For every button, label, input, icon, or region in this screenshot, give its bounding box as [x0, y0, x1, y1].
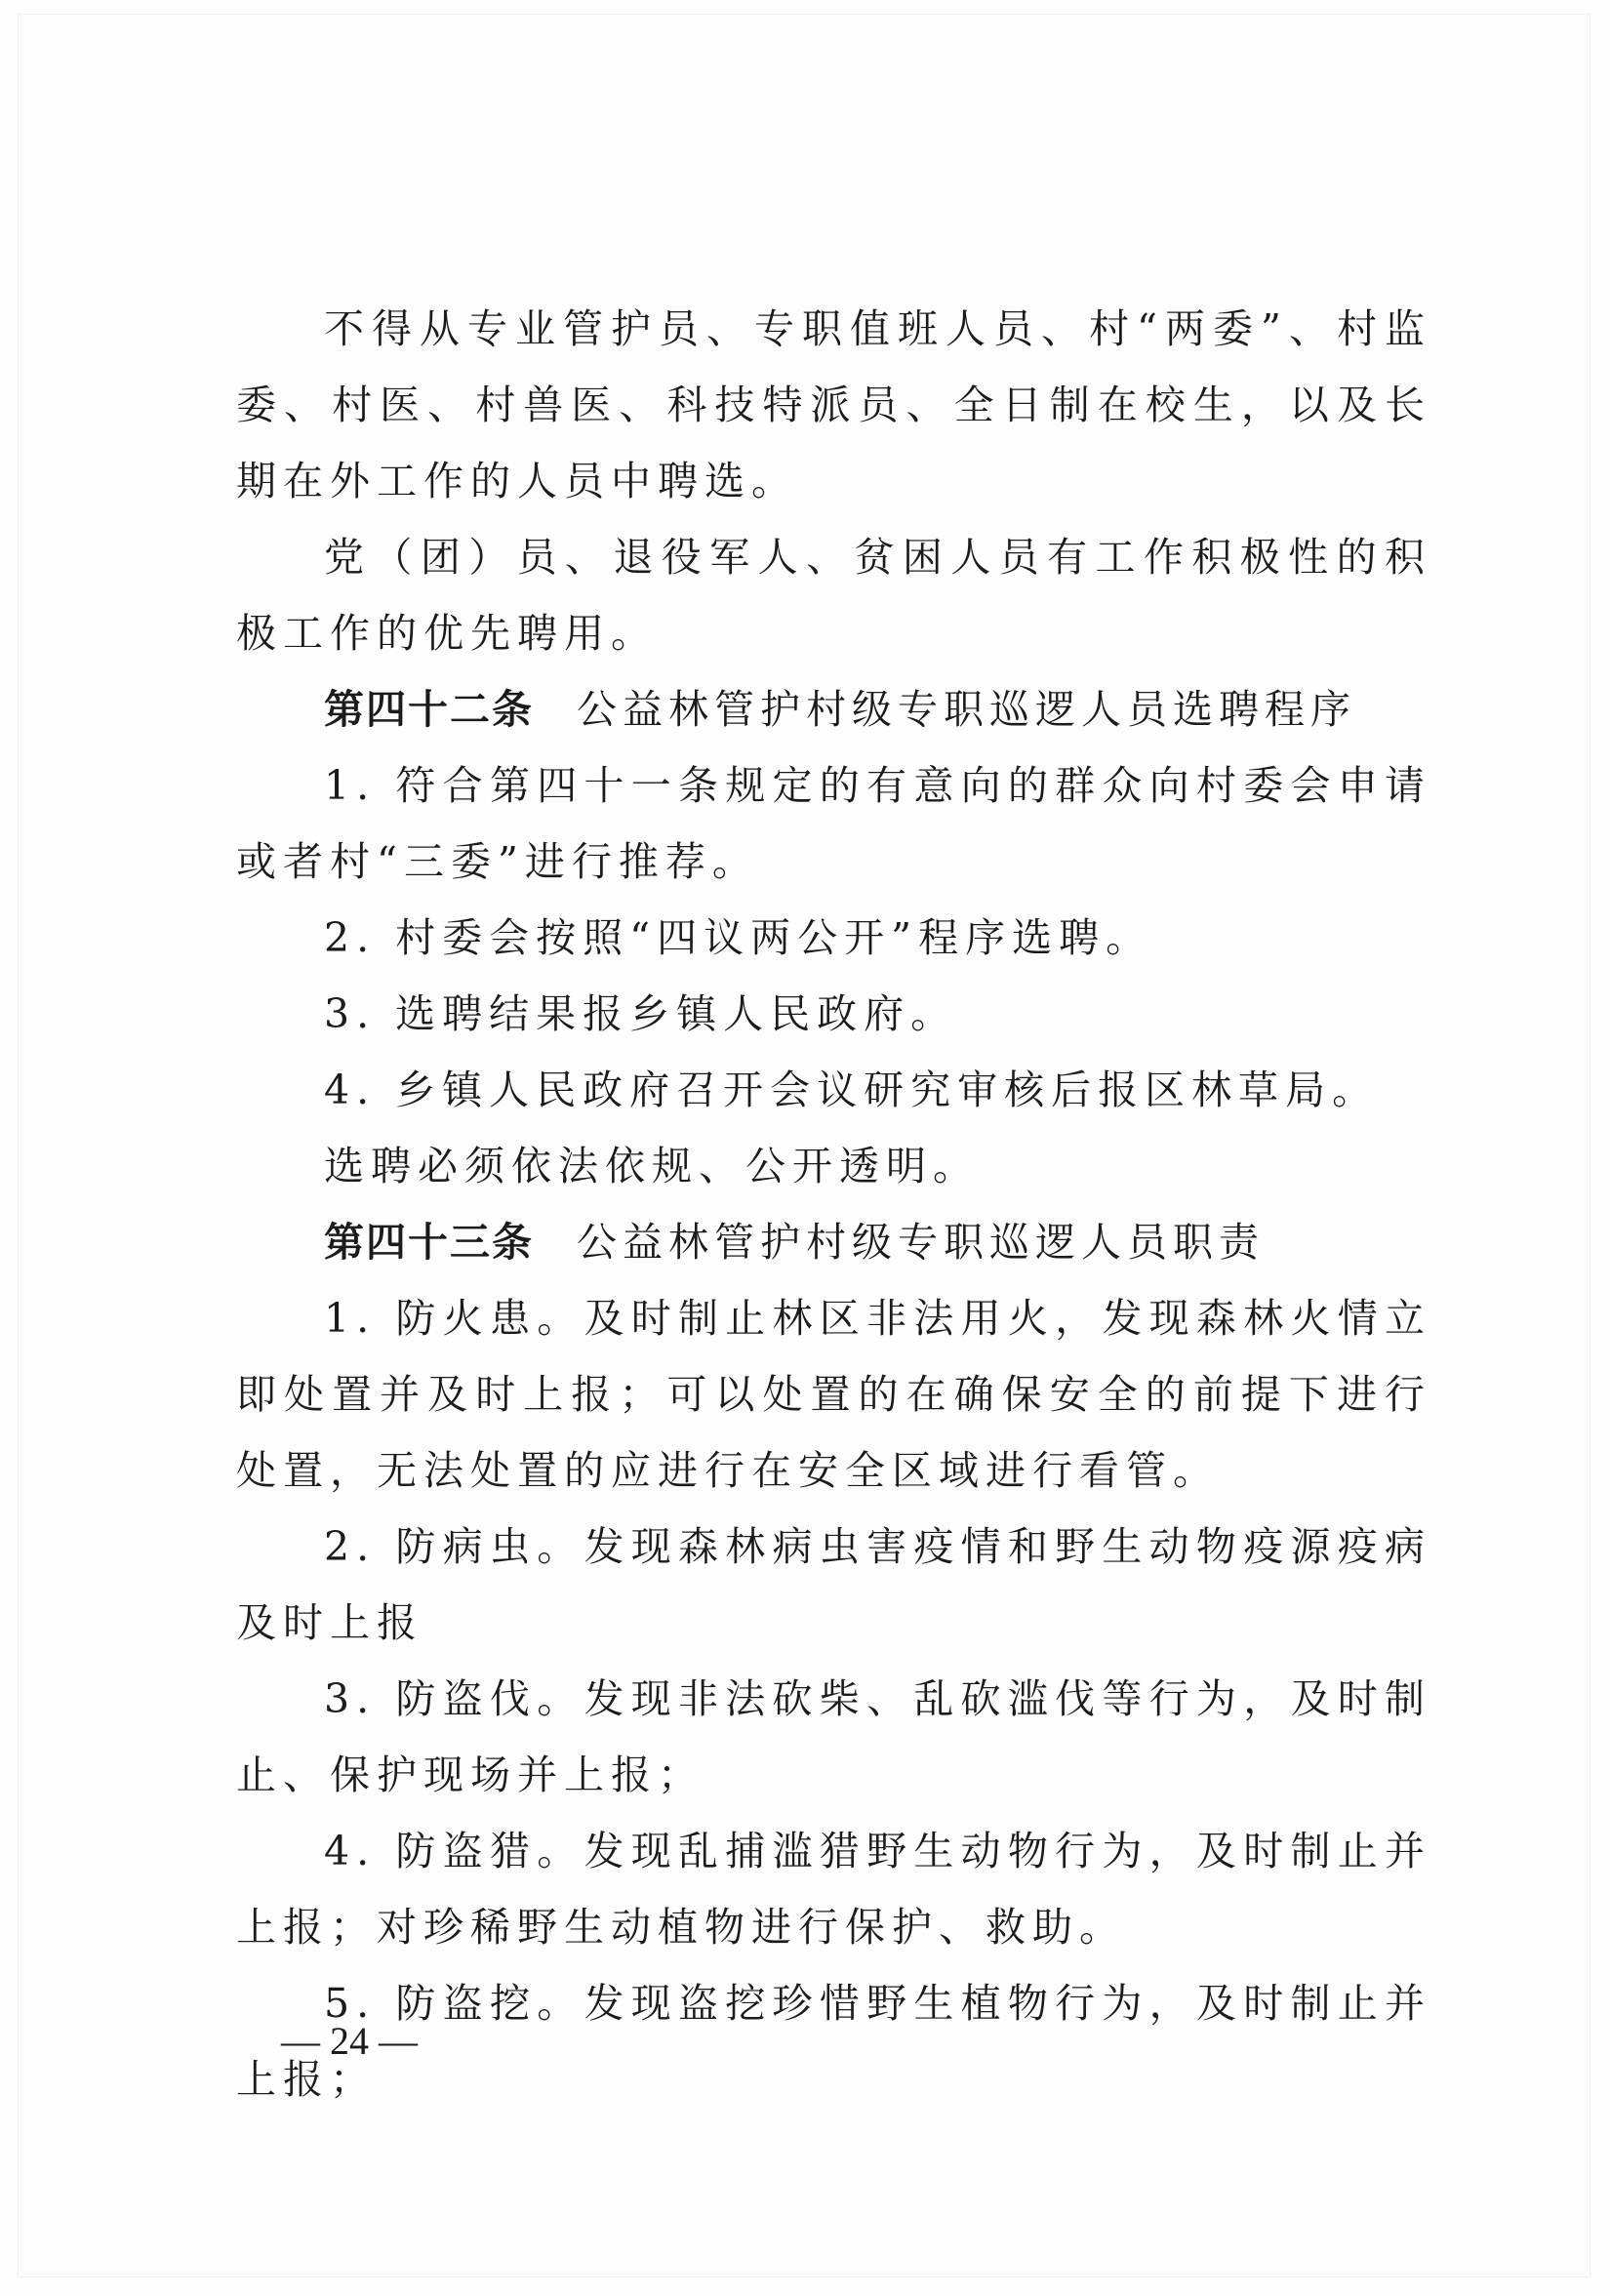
article-42-label: 第四十二条	[324, 686, 534, 733]
article-43-item-4: 4. 防盗猎。发现乱捕滥猎野生动物行为，及时制止并上报；对珍稀野生动植物进行保护、救助。	[236, 1828, 1431, 1951]
article-42-heading	[236, 671, 1431, 747]
article-42-item-3: 3. 选聘结果报乡镇人民政府。	[324, 990, 958, 1037]
article-43-title: 公益林管护村级专职巡逻人员职责	[577, 1219, 1265, 1266]
article-43-item-2: 2. 防病虫。发现森林病虫害疫情和野生动物疫源疫病及时上报	[236, 1523, 1431, 1646]
article-42-item-4: 4. 乡镇人民政府召开会议研究审核后报区林草局。	[324, 1067, 1380, 1113]
article-43-item-1: 1. 防火患。及时制止林区非法用火，发现森林火情立即处置并及时上报；可以处置的在确保安全的前提下进行处置，无法处置的应进行在安全区域进行看管。	[236, 1295, 1431, 1494]
page-number: — 24 —	[281, 2019, 418, 2063]
article-42-item-1: 1. 符合第四十一条规定的有意向的群众向村委会申请或者村“三委”进行推荐。	[236, 762, 1431, 885]
article-42-note: 选聘必须依法依规、公开透明。	[324, 1143, 980, 1189]
article-43-item-5: 5. 防盗挖。发现盗挖珍惜野生植物行为，及时制止并上报；	[236, 1980, 1431, 2103]
article-43-item-3: 3. 防盗伐。发现非法砍柴、乱砍滥伐等行为，及时制止、保护现场并上报；	[236, 1675, 1431, 1798]
body-text	[236, 291, 1431, 2117]
article-42-item-2: 2. 村委会按照“四议两公开”程序选聘。	[324, 914, 1153, 961]
article-42-title: 公益林管护村级专职巡逻人员选聘程序	[577, 686, 1356, 733]
article-43-label: 第四十三条	[324, 1219, 534, 1266]
article-43-heading	[236, 1204, 1431, 1280]
paragraph-eligibility: 不得从专业管护员、专职值班人员、村“两委”、村监委、村医、村兽医、科技特派员、全日制在校生，以及长期在外工作的人员中聘选。	[236, 305, 1431, 504]
paragraph-priority: 党（团）员、退役军人、贫困人员有工作积极性的积极工作的优先聘用。	[236, 534, 1431, 657]
